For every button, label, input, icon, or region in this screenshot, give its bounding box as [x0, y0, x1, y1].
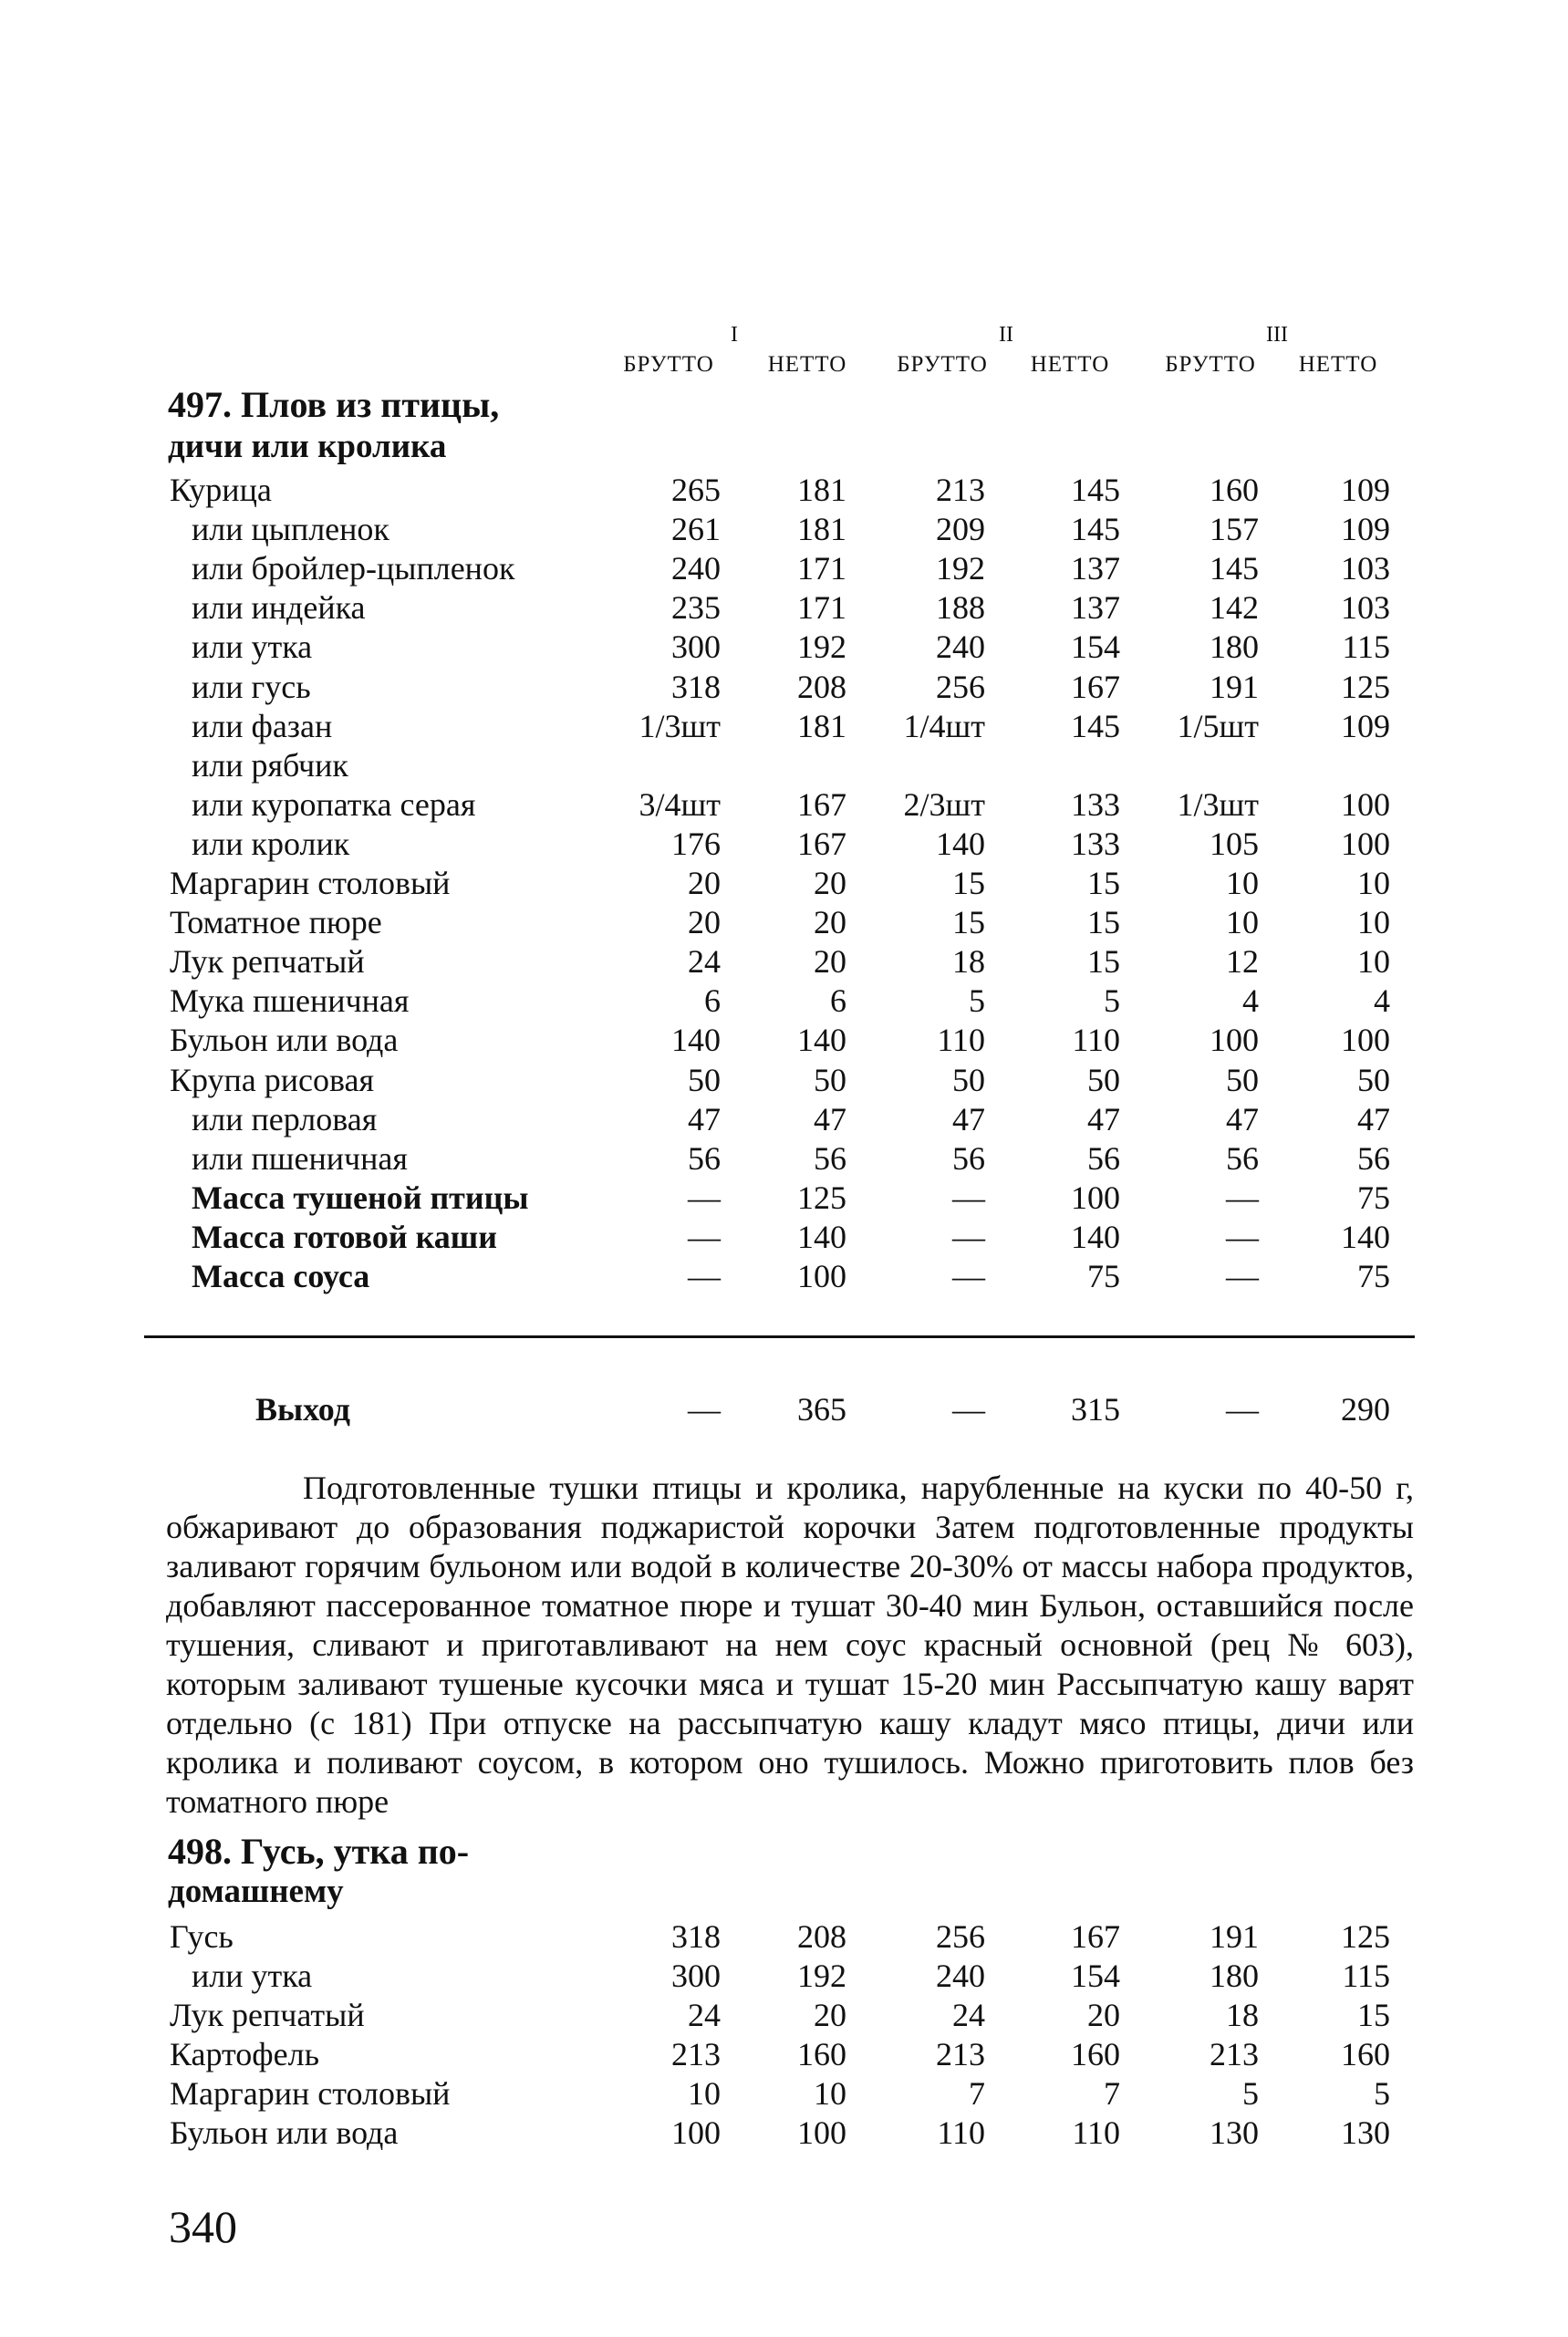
cell-col-4: 133	[1071, 785, 1120, 823]
cell-col-2: 20	[814, 865, 846, 901]
cell-col-2: 181	[797, 707, 846, 744]
table-row	[0, 549, 1568, 588]
cell-col-6: 10	[1357, 943, 1390, 981]
recipe-498-title-line2: домашнему	[168, 1873, 344, 1910]
cell-col-1: 24	[688, 1997, 721, 2033]
cell-col-2: 20	[814, 904, 846, 941]
cell-col-2: 100	[797, 1258, 846, 1294]
cell-col-5: 1/5шт	[1177, 707, 1259, 744]
cell-col-1: 213	[671, 2036, 721, 2072]
cell-col-1: 265	[671, 472, 721, 508]
cell-col-3: —	[952, 1218, 985, 1255]
cell-col-2: 140	[797, 1022, 846, 1059]
table-row	[0, 2114, 1568, 2153]
cell-col-6: 115	[1342, 628, 1390, 666]
ingredient-name: Картофель	[170, 2036, 319, 2072]
cell-col-6: 140	[1341, 1218, 1390, 1255]
cell-col-6: 50	[1357, 1061, 1390, 1098]
cell-col-3: 256	[936, 668, 985, 705]
cell-col-1: 50	[688, 1061, 721, 1098]
cell-col-5: 100	[1210, 1022, 1259, 1059]
cell-col-2: 171	[797, 589, 846, 627]
cell-col-5: 130	[1210, 2114, 1259, 2151]
cell-col-4: 145	[1071, 472, 1120, 508]
ingredient-name: или цыпленок	[192, 511, 389, 548]
cell-col-2: 192	[797, 1958, 846, 1994]
ingredient-name: Гусь	[170, 1918, 234, 1955]
ingredient-name: или утка	[192, 628, 313, 666]
cell-col-6: 56	[1357, 1139, 1390, 1177]
cell-col-6: 109	[1341, 511, 1390, 548]
cell-col-2: 20	[814, 1997, 846, 2033]
cell-col-3: 213	[936, 472, 985, 508]
cell-col-6: 100	[1341, 825, 1390, 862]
cell-col-1: 318	[671, 668, 721, 705]
column-header-netto-1: НЕТТО	[767, 352, 847, 377]
output-row	[0, 1390, 1568, 1429]
cell-col-3: —	[952, 1258, 985, 1294]
table-row	[0, 942, 1568, 982]
cell-col-2: 10	[814, 2075, 846, 2112]
cell-col-1: 318	[671, 1918, 721, 1955]
cell-col-6: 15	[1357, 1997, 1390, 2033]
output-col-6: 290	[1341, 1391, 1390, 1428]
ingredient-name: Масса соуса	[192, 1258, 370, 1294]
ingredient-name: Маргарин столовый	[170, 865, 451, 901]
table-row	[0, 1061, 1568, 1100]
cell-col-4: 15	[1087, 943, 1120, 981]
cell-col-6: 130	[1341, 2114, 1390, 2151]
cell-col-4: 110	[1072, 1022, 1120, 1059]
cell-col-4: 47	[1087, 1100, 1120, 1137]
table-row	[0, 1139, 1568, 1179]
cell-col-2: 171	[797, 550, 846, 587]
cell-col-2: 140	[797, 1218, 846, 1255]
cell-col-6: 75	[1357, 1179, 1390, 1216]
cell-col-6: 10	[1357, 865, 1390, 901]
cell-col-1: 10	[688, 2075, 721, 2112]
output-col-5: —	[1226, 1391, 1259, 1428]
cell-col-1: 300	[671, 1958, 721, 1994]
cell-col-1: 56	[688, 1139, 721, 1177]
cell-col-3: 47	[952, 1100, 985, 1137]
ingredient-name: или пшеничная	[192, 1139, 408, 1177]
column-header-brutto-1: БРУТТО	[623, 352, 714, 377]
ingredient-name: Бульон или вода	[170, 2114, 399, 2151]
table-row	[0, 2074, 1568, 2114]
cell-col-5: 191	[1210, 668, 1259, 705]
ingredient-name: или перловая	[192, 1100, 378, 1137]
cell-col-3: 24	[952, 1997, 985, 2033]
table-row	[0, 903, 1568, 942]
output-label: Выход	[255, 1391, 350, 1428]
cell-col-3: 18	[952, 943, 985, 981]
cell-col-3: 2/3шт	[903, 785, 985, 823]
output-col-4: 315	[1071, 1391, 1120, 1428]
section-divider	[144, 1335, 1415, 1338]
cell-col-4: 50	[1087, 1061, 1120, 1098]
cell-col-3: 110	[937, 2114, 985, 2151]
ingredient-name: Томатное пюре	[170, 904, 382, 941]
cell-col-3: 188	[936, 589, 985, 627]
cell-col-6: 109	[1341, 707, 1390, 744]
cell-col-4: 154	[1071, 628, 1120, 666]
ingredient-name: Лук репчатый	[170, 1997, 365, 2033]
ingredient-name: Крупа рисовая	[170, 1061, 375, 1098]
output-col-2: 365	[797, 1391, 846, 1428]
cell-col-6: 100	[1341, 785, 1390, 823]
cell-col-6: 160	[1341, 2036, 1390, 2072]
cell-col-5: 191	[1210, 1918, 1259, 1955]
ingredient-name: Лук репчатый	[170, 943, 365, 981]
cell-col-6: 4	[1374, 982, 1390, 1020]
ingredient-name: Курица	[170, 472, 272, 508]
cell-col-3: 56	[952, 1139, 985, 1177]
cell-col-4: 167	[1071, 668, 1120, 705]
ingredient-name: Мука пшеничная	[170, 982, 410, 1020]
cell-col-5: 5	[1242, 2075, 1259, 2112]
cell-col-2: 56	[814, 1139, 846, 1177]
ingredient-name: Бульон или вода	[170, 1022, 399, 1059]
cell-col-4: 140	[1071, 1218, 1120, 1255]
cell-col-1: 300	[671, 628, 721, 666]
table-row	[0, 1179, 1568, 1218]
cell-col-2: 208	[797, 1918, 846, 1955]
cell-col-5: 213	[1210, 2036, 1259, 2072]
ingredient-name: Масса готовой каши	[192, 1218, 497, 1255]
ingredient-name: или фазан	[192, 707, 333, 744]
cell-col-1: —	[688, 1258, 721, 1294]
cell-col-3: 5	[969, 982, 985, 1020]
cell-col-3: 240	[936, 1958, 985, 1994]
ingredient-name: или индейка	[192, 589, 366, 627]
cell-col-6: 115	[1342, 1958, 1390, 1994]
table-row	[0, 628, 1568, 667]
cell-col-4: 160	[1071, 2036, 1120, 2072]
ingredient-name: или бройлер-цыпленок	[192, 550, 515, 587]
cell-col-5: 56	[1226, 1139, 1259, 1177]
cell-col-5: 180	[1210, 1958, 1259, 1994]
column-group-2: II	[999, 323, 1013, 347]
table-row	[0, 982, 1568, 1021]
cell-col-4: 7	[1104, 2075, 1120, 2112]
cell-col-5: 50	[1226, 1061, 1259, 1098]
cell-col-4: 15	[1087, 904, 1120, 941]
cell-col-2: 20	[814, 943, 846, 981]
cell-col-4: 75	[1087, 1258, 1120, 1294]
cell-col-1: 3/4шт	[639, 785, 721, 823]
cell-col-2: 181	[797, 511, 846, 548]
cell-col-2: 167	[797, 825, 846, 862]
table-row	[0, 1257, 1568, 1296]
cell-col-4: 100	[1071, 1179, 1120, 1216]
cell-col-5: 10	[1226, 865, 1259, 901]
table-row	[0, 864, 1568, 903]
table-row	[0, 1100, 1568, 1139]
cell-col-1: 100	[671, 2114, 721, 2151]
page-number: 340	[169, 2201, 237, 2252]
cell-col-6: 5	[1374, 2075, 1390, 2112]
cell-col-2: 50	[814, 1061, 846, 1098]
ingredient-name: или гусь	[192, 668, 311, 705]
cell-col-6: 103	[1341, 589, 1390, 627]
cell-col-2: 167	[797, 785, 846, 823]
table-row	[0, 588, 1568, 628]
cell-col-1: 6	[704, 982, 721, 1020]
cell-col-5: —	[1226, 1258, 1259, 1294]
output-col-3: —	[952, 1391, 985, 1428]
table-row	[0, 471, 1568, 510]
recipe-498-title-line1: 498. Гусь, утка по-	[168, 1831, 470, 1872]
cell-col-5: —	[1226, 1179, 1259, 1216]
cell-col-1: —	[688, 1218, 721, 1255]
table-row	[0, 1996, 1568, 2035]
cell-col-2: 160	[797, 2036, 846, 2072]
cell-col-2: 208	[797, 668, 846, 705]
ingredient-name: или утка	[192, 1958, 313, 1994]
cell-col-4: 20	[1087, 1997, 1120, 2033]
cell-col-5: 160	[1210, 472, 1259, 508]
cell-col-5: 10	[1226, 904, 1259, 941]
cell-col-1: 235	[671, 589, 721, 627]
cell-col-6: 10	[1357, 904, 1390, 941]
column-header-brutto-2: БРУТТО	[897, 352, 988, 377]
table-row	[0, 2035, 1568, 2074]
cell-col-4: 5	[1104, 982, 1120, 1020]
cell-col-4: 56	[1087, 1139, 1120, 1177]
cell-col-3: 110	[937, 1022, 985, 1059]
cell-col-5: 105	[1210, 825, 1259, 862]
cell-col-2: 47	[814, 1100, 846, 1137]
cell-col-2: 192	[797, 628, 846, 666]
cell-col-5: 142	[1210, 589, 1259, 627]
cell-col-6: 100	[1341, 1022, 1390, 1059]
cell-col-5: —	[1226, 1218, 1259, 1255]
cell-col-3: 140	[936, 825, 985, 862]
cell-col-2: 6	[830, 982, 846, 1020]
recipe-497-description: Подготовленные тушки птицы и кролика, нарубленные на куски по 40-50 г, обжаривают до образования поджаристой корочки Затем подготовленные продукты заливают горячим бульоном или водой в количестве 20-30% от массы набора продуктов, добавляют пассерованное томатное пюре и тушат 30-40 мин Бульон, оставшийся после тушения, сливают и приготавливают на нем соус красный основной (рец № 603), которым заливают тушеные кусочки мяса и тушат 15-20 мин Рассыпчатую кашу варят отдельно (с 181) При отпуске на рассыпчатую кашу кладут мясо птицы, дичи или кролика и поливают соусом, в котором оно тушилось. Можно приготовить плов без томатного пюре	[166, 1470, 1414, 1820]
cell-col-5: 1/3шт	[1177, 785, 1259, 823]
cell-col-5: 18	[1226, 1997, 1259, 2033]
table-row	[0, 1957, 1568, 1996]
table-row	[0, 1218, 1568, 1257]
column-header-netto-3: НЕТТО	[1298, 352, 1378, 377]
table-row	[0, 785, 1568, 825]
table-row	[0, 510, 1568, 549]
cell-col-1: 1/3шт	[639, 707, 721, 744]
cell-col-4: 137	[1071, 589, 1120, 627]
cell-col-5: 145	[1210, 550, 1259, 587]
table-row	[0, 825, 1568, 864]
cell-col-6: 47	[1357, 1100, 1390, 1137]
cell-col-1: —	[688, 1179, 721, 1216]
cell-col-1: 261	[671, 511, 721, 548]
table-row	[0, 746, 1568, 785]
cell-col-3: 15	[952, 865, 985, 901]
cell-col-4: 145	[1071, 707, 1120, 744]
cell-col-3: —	[952, 1179, 985, 1216]
cell-col-1: 140	[671, 1022, 721, 1059]
cell-col-4: 137	[1071, 550, 1120, 587]
ingredient-name: Масса тушеной птицы	[192, 1179, 529, 1216]
recipe-497-title-line2: дичи или кролика	[168, 428, 447, 465]
cell-col-6: 125	[1341, 1918, 1390, 1955]
table-row	[0, 668, 1568, 707]
cell-col-3: 192	[936, 550, 985, 587]
ingredient-name: или кролик	[192, 825, 350, 862]
cell-col-3: 15	[952, 904, 985, 941]
cell-col-4: 145	[1071, 511, 1120, 548]
cell-col-3: 1/4шт	[903, 707, 985, 744]
cell-col-4: 154	[1071, 1958, 1120, 1994]
cell-col-6: 125	[1341, 668, 1390, 705]
cell-col-5: 180	[1210, 628, 1259, 666]
table-row	[0, 707, 1568, 746]
cell-col-6: 75	[1357, 1258, 1390, 1294]
table-row	[0, 1021, 1568, 1060]
cell-col-2: 181	[797, 472, 846, 508]
column-header-netto-2: НЕТТО	[1030, 352, 1110, 377]
cell-col-4: 15	[1087, 865, 1120, 901]
cell-col-1: 20	[688, 865, 721, 901]
recipe-497-title-line1: 497. Плов из птицы,	[168, 384, 500, 425]
ingredient-name: или куропатка серая	[192, 785, 476, 823]
cell-col-6: 109	[1341, 472, 1390, 508]
cell-col-4: 110	[1072, 2114, 1120, 2151]
ingredient-name: или рябчик	[192, 746, 348, 784]
cell-col-3: 209	[936, 511, 985, 548]
cell-col-1: 47	[688, 1100, 721, 1137]
table-row	[0, 1917, 1568, 1957]
cell-col-3: 7	[969, 2075, 985, 2112]
cell-col-5: 4	[1242, 982, 1259, 1020]
cell-col-2: 125	[797, 1179, 846, 1216]
cell-col-3: 213	[936, 2036, 985, 2072]
column-header-brutto-3: БРУТТО	[1165, 352, 1256, 377]
cell-col-6: 103	[1341, 550, 1390, 587]
cell-col-5: 157	[1210, 511, 1259, 548]
column-group-1: I	[731, 323, 738, 347]
cell-col-3: 240	[936, 628, 985, 666]
output-col-1: —	[688, 1391, 721, 1428]
cell-col-1: 24	[688, 943, 721, 981]
cell-col-1: 240	[671, 550, 721, 587]
ingredient-name: Маргарин столовый	[170, 2075, 451, 2112]
cell-col-5: 47	[1226, 1100, 1259, 1137]
cell-col-5: 12	[1226, 943, 1259, 981]
cell-col-1: 20	[688, 904, 721, 941]
cell-col-1: 176	[671, 825, 721, 862]
cell-col-2: 100	[797, 2114, 846, 2151]
column-group-3: III	[1266, 323, 1288, 347]
cell-col-4: 167	[1071, 1918, 1120, 1955]
cell-col-3: 50	[952, 1061, 985, 1098]
cell-col-4: 133	[1071, 825, 1120, 862]
cell-col-3: 256	[936, 1918, 985, 1955]
